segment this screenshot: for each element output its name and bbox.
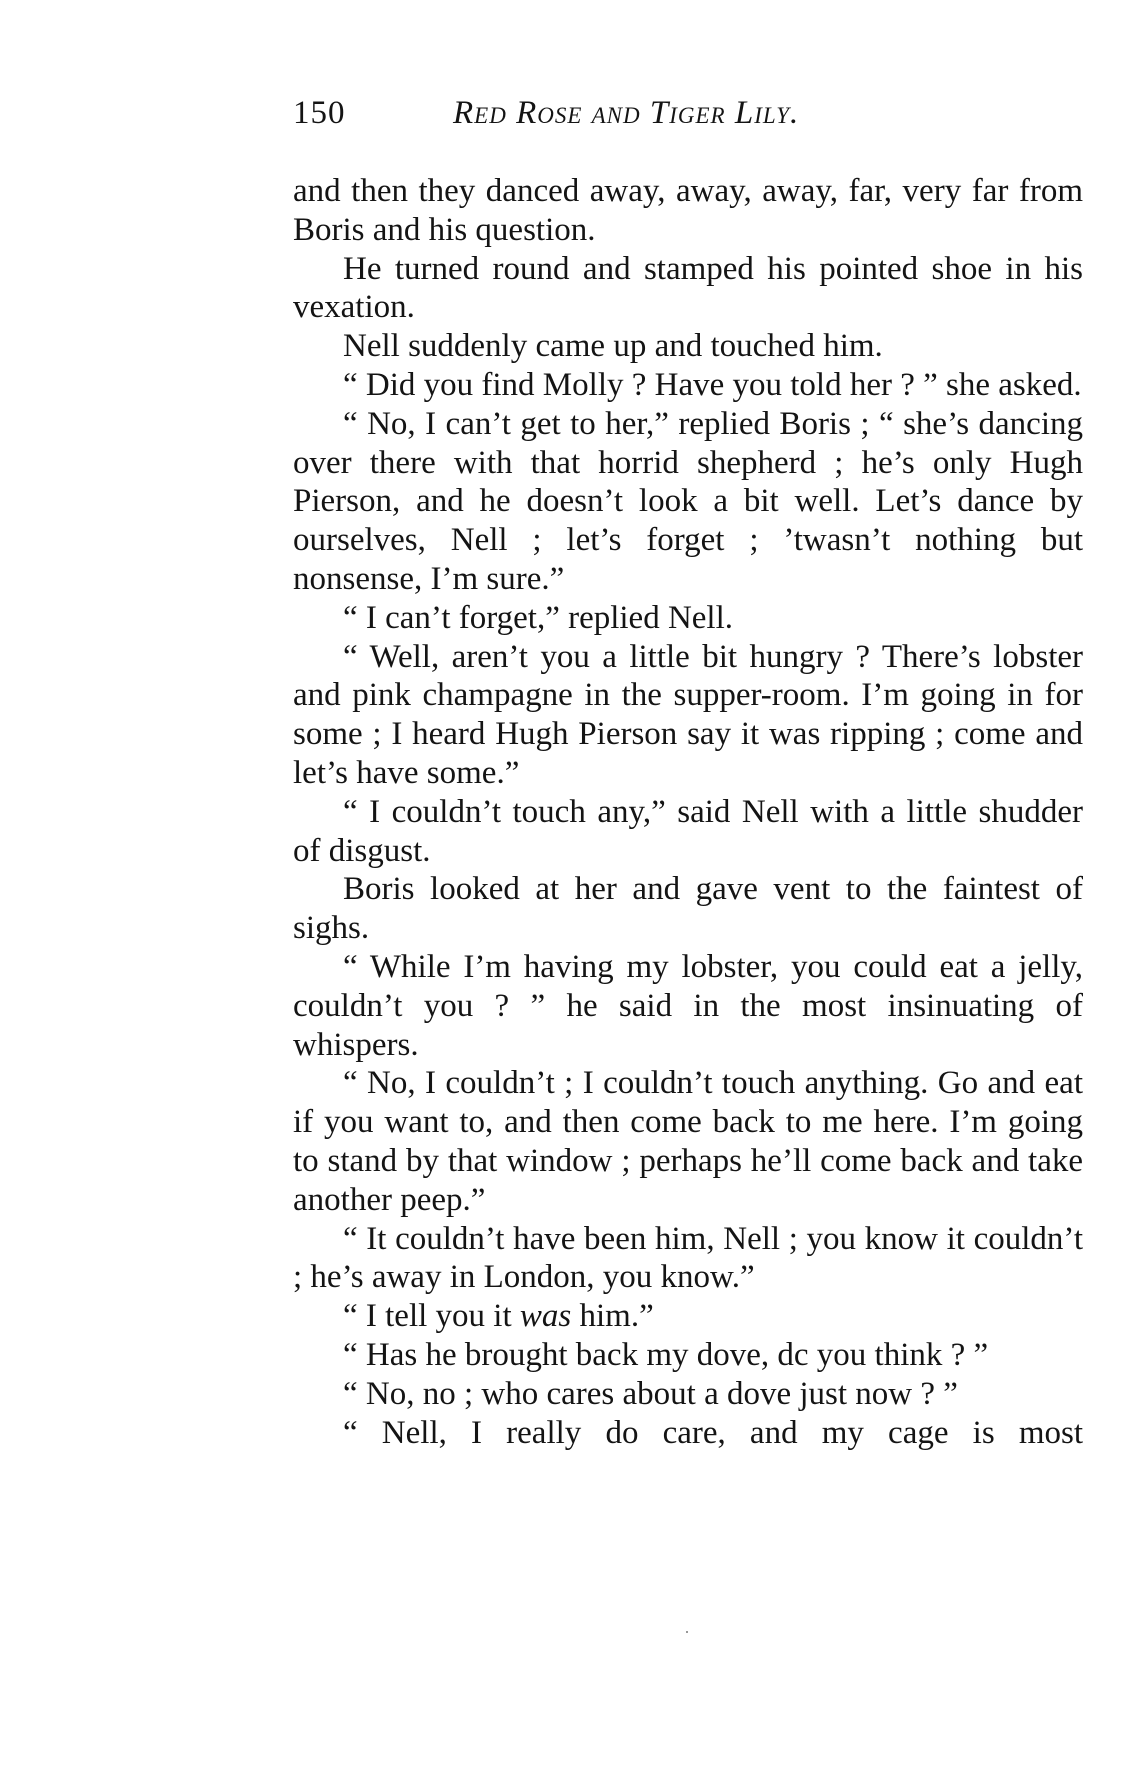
page-header bbox=[293, 88, 1083, 138]
text-run: Boris looked at her and gave vent to the faintest of sighs. bbox=[293, 871, 1083, 947]
text-run: and then they danced away, away, away, far, very far from Boris and his question. bbox=[293, 173, 1083, 248]
paragraph bbox=[293, 870, 1083, 948]
running-head: Red Rose and Tiger Lily. bbox=[453, 95, 800, 131]
text-run: He turned round and stamped his pointed shoe in his vexation. bbox=[293, 250, 1083, 326]
paragraph bbox=[293, 1064, 1083, 1219]
paragraph bbox=[293, 1336, 1083, 1375]
text-run: “ No, I couldn’t ; I couldn’t touch anything. Go and eat if you want to, and then come back to me here. I’m going to stand by that window ; perhaps he’ll come back and take another peep.” bbox=[293, 1065, 1083, 1218]
paragraph bbox=[293, 1297, 1083, 1336]
paragraph bbox=[293, 1375, 1083, 1414]
paragraph bbox=[293, 366, 1083, 405]
text-run: “ No, I can’t get to her,” replied Boris ; “ she’s dancing over there with that horrid shepherd ; he’s only Hugh Pierson, and he doesn’t look a bit well. Let’s dance by ourselves, Nell ; let’s forget ; ’twasn’t nothing but nonsense, I’m sure.” bbox=[293, 405, 1083, 597]
print-speck bbox=[686, 1631, 688, 1633]
body-text bbox=[293, 172, 1083, 1452]
text-run: Nell suddenly came up and touched him. bbox=[343, 328, 883, 365]
paragraph bbox=[293, 793, 1083, 871]
text-run: “ Did you find Molly ? Have you told her ? ” she asked. bbox=[343, 366, 1082, 403]
text-run: “ No, no ; who cares about a dove just now ? ” bbox=[343, 1375, 958, 1412]
paragraph bbox=[293, 250, 1083, 328]
text-run: “ While I’m having my lobster, you could eat a jelly, couldn’t you ? ” he said in the most insinuating of whispers. bbox=[293, 948, 1083, 1063]
paragraph bbox=[293, 638, 1083, 793]
paragraph bbox=[293, 405, 1083, 599]
page-number: 150 bbox=[293, 95, 346, 131]
text-run: him.” bbox=[571, 1298, 654, 1335]
paragraph bbox=[293, 1414, 1083, 1453]
text-run: “ It couldn’t have been him, Nell ; you know it couldn’t ; he’s away in London, you know.” bbox=[293, 1220, 1083, 1296]
paragraph bbox=[293, 327, 1083, 366]
paragraph bbox=[293, 599, 1083, 638]
text-run: “ I can’t forget,” replied Nell. bbox=[343, 599, 734, 636]
text-run: “ I couldn’t touch any,” said Nell with a little shudder of disgust. bbox=[293, 793, 1083, 869]
paragraph bbox=[293, 948, 1083, 1064]
text-run: “ Well, aren’t you a little bit hungry ? There’s lobster and pink champagne in the supper-room. I’m going in for some ; I heard Hugh Pierson say it was ripping ; come and let’s have some.” bbox=[293, 638, 1083, 791]
text-run: “ Has he brought back my dove, dc you think ? ” bbox=[343, 1336, 989, 1373]
italic-text: was bbox=[519, 1298, 572, 1335]
text-run: “ I tell you it bbox=[343, 1298, 520, 1335]
paragraph bbox=[293, 172, 1083, 250]
paragraph bbox=[293, 1220, 1083, 1298]
text-run: “ Nell, I really do care, and my cage is most bbox=[343, 1414, 1083, 1451]
